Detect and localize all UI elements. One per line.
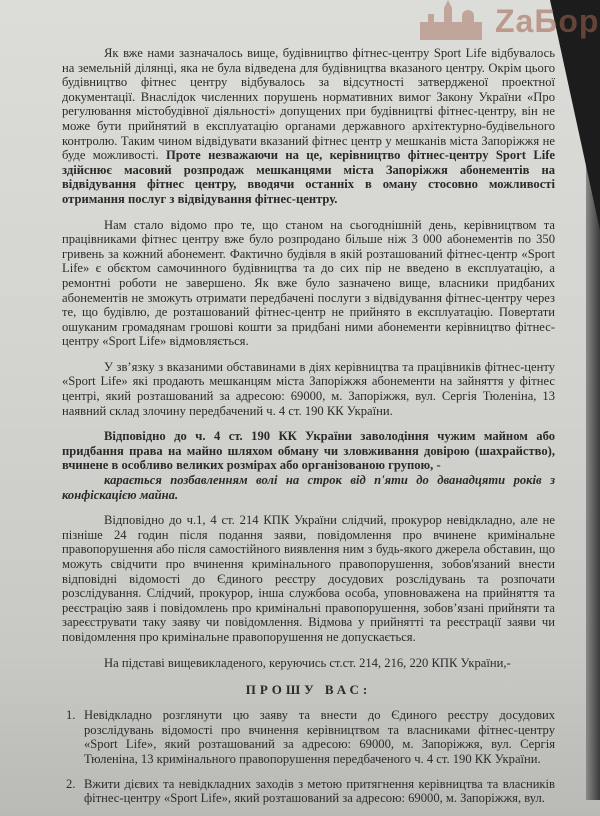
request-heading: ПРОШУ ВАС:	[245, 682, 372, 698]
document-body	[62, 0, 555, 816]
paragraph-article-214: Відповідно до ч.1, 4 ст. 214 КПК України слідчий, прокурор невідкладно, але не пізніше 24 годин після подання заяви, повідомлення про вчинене кримінальне правопорушення або після самостійного виявлення ним з будь-якого джерела обставин, що можуть свідчити про вчинення кримінального правопорушення, зобов'язаний внести відповідні відомості до Єдиного реєстру досудових розслідувань та розпочати розслідування. Слідчий, прокурор, інша службова особа, уповноважена на прийняття та реєстрацію заяв і повідомлень про кримінальні правопорушення, зобов’язані прийняти та зареєструвати таку заяву чи повідомлення. Відмова у прийнятті та реєстрації заяви чи повідомлення про кримінальне правопорушення не допускається.	[62, 513, 555, 644]
paragraph-article-190-penalty: карається позбавленням волі на строк від п'яти до дванадцяти років з конфіскацією майна.	[62, 473, 555, 502]
paragraph-text: Як вже нами зазначалось вище, будівництво фітнес-центру Sport Life відбувалось на земельній ділянці, яка не була відведена для будівництва вказаного центру. Окрім цього будівництво фітнес центру відбувалось за відсутності затвердженої проектної документації. Внаслідок численних порушень нормативних вимог Закону України «Про регулювання містобудівної діяльності» допущених при будівництві фітнес-центру, він не може бути прийнятий в експлуатацію органами державного архітектурно-будівельного контролю. Таким чином відвідувати вказаний фітнес центр у мешканів міста Запоріжжя не буде можливості.	[62, 46, 555, 163]
request-text: Невідкладно розглянути цю заяву та внести до Єдиного реєстру досудових розслідувань відомості про вчинення керівництвом та власниками фітнес-центру «Sport Life», який розташований за адресою: 69000, м. Запоріжжя, вул. Сергія Тюленіна, 13 кримінального правопорушення передбаченого ч. 4 ст. 190 КК України.	[84, 708, 555, 766]
request-item-2	[62, 777, 555, 806]
request-text: Вжити дієвих та невідкладних заходів з метою притягнення керівництва та власників фітнес-центру «Sport Life», який розташований за адресою: 69000, м. Запоріжжя, вул.	[84, 776, 555, 806]
paragraph-article-190: Відповідно до ч. 4 ст. 190 КК України заволодіння чужим майном або придбання права на майно шляхом обману чи зловживання довірою (шахрайство), вчинене в особливо великих розмірах або організованою групою, -	[62, 429, 555, 473]
request-item-1	[62, 708, 555, 766]
paragraph-crime-composition: У зв’язку з вказаними обставинами в діях керівництва та працівників фітнес-центу «Sport Life» які продають мешканцям міста Запоріжжя абонементи на зайняття у фітнес центрі, який розташований за адресою: 69000, м. Запоріжжя, вул. Сергія Тюленіна, 13 наявний склад злочину передбачений ч. 4 ст. 190 КК України.	[62, 359, 555, 418]
paragraph-construction-violations	[62, 46, 555, 207]
request-number: 1.	[66, 708, 76, 723]
paragraph-legal-basis: На підставі вищевикладеного, керуючись ст.ст. 214, 216, 220 КПК України,-	[104, 655, 511, 670]
request-number: 2.	[66, 776, 76, 791]
paragraph-subscriptions-sold: Нам стало відомо про те, що станом на сьогоднішній день, керівництвом та працівниками фітнес центру вже було розпродано більше ніж 3 000 абонементів по 350 гривень за кожний абонемент. Фактично будівля в якій розташований фітнес-центр «Sport Life» є обєктом самочинного будівництва та до сих пір не введено в експлуатацію, а ремонтні роботи не завершено. Як вже було зазначено вище, власники придбаних абонементів не зможуть отримати передбачені послуги з відвідування фітнес-центру через те, що будівлю, де розташований фітнес-центр не прийнято в експлуатацію. Повертати ошуканим громадянам грошові кошти за придбані ними абонементи керівництво фітнес-центру «Sport Life» відмовляється.	[62, 217, 555, 349]
watermark-logo: ZaБор	[495, 3, 600, 39]
paragraph-bold-text: Проте незважаючи на це, керівництво фітнес-центру Sport Life здійснює масовий розпродаж мешканцями міста Запоріжжя абонементів на відвідування фітнес центру, вводячи останніх в оману стосовно можливості отримання послуг з відвідування фітнес-центру.	[62, 148, 556, 206]
